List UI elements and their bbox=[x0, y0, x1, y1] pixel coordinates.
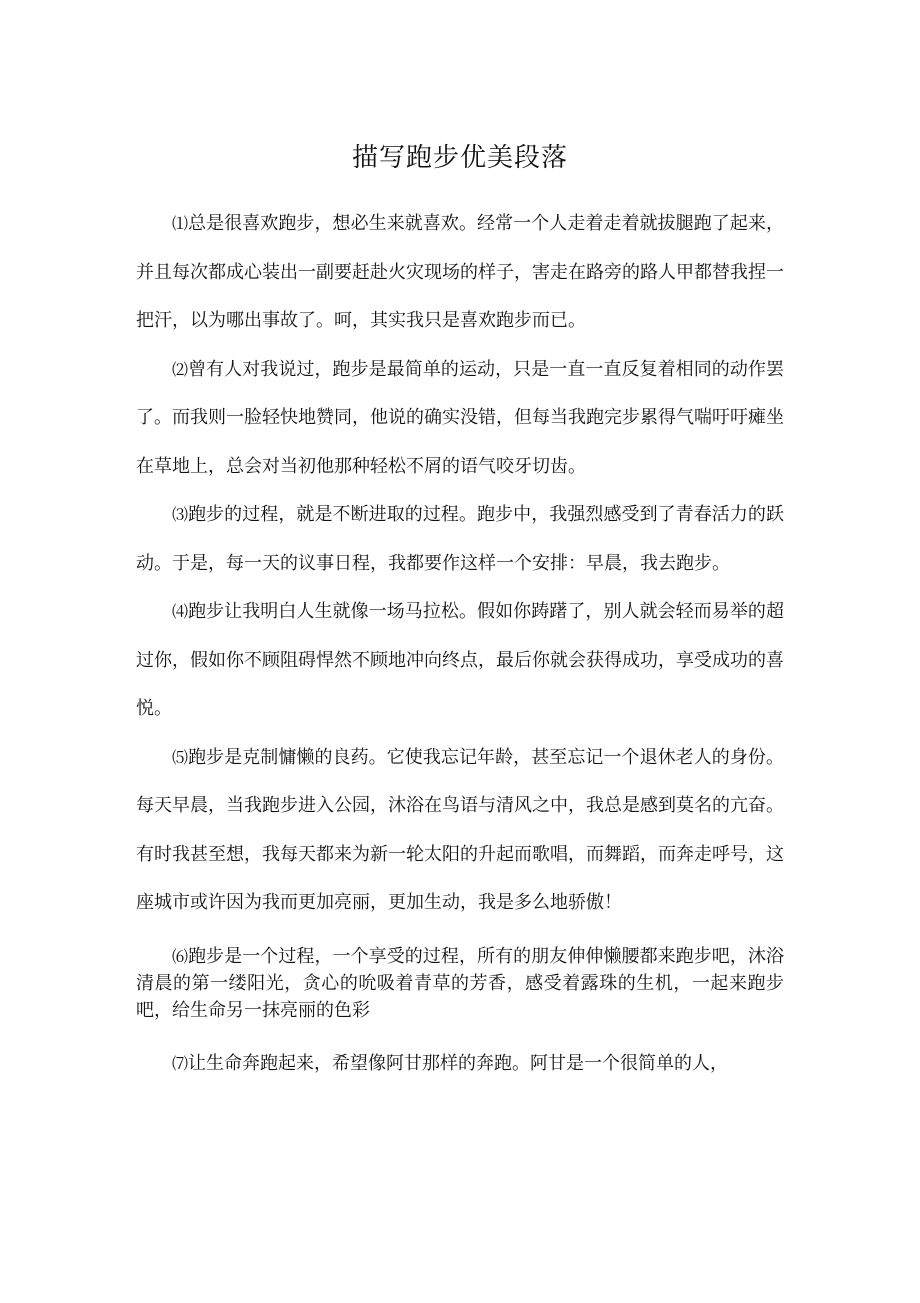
paragraph-text: 跑步让我明白人生就像一场马拉松。假如你踌躇了，别人就会轻而易举的超过你，假如你不顾阻碍悍然不顾地冲向终点，最后你就会获得成功，享受成功的喜悦。 bbox=[136, 601, 784, 719]
paragraph-4 bbox=[136, 588, 784, 734]
paragraph-text: 跑步的过程，就是不断进取的过程。跑步中，我强烈感受到了青春活力的跃动。于是，每一天的议事日程，我都要作这样一个安排：早晨，我去跑步。 bbox=[136, 504, 784, 574]
document-title: 描写跑步优美段落 bbox=[351, 143, 568, 173]
paragraph-text: 跑步是克制慵懒的良药。它使我忘记年龄，甚至忘记一个退休老人的身份。每天早晨，当我跑步进入公园，沐浴在鸟语与清风之中，我总是感到莫名的亢奋。有时我甚至想，我每天都来为新一轮太阳的升起而歌唱，而舞蹈，而奔走呼号，这座城市或许因为我而更加亮丽，更加生动，我是多么地骄傲！ bbox=[136, 746, 784, 913]
paragraph-3 bbox=[136, 491, 784, 588]
paragraph-text: 跑步是一个过程，一个享受的过程，所有的朋友伸伸懒腰都来跑步吧，沐浴清晨的第一缕阳光，贪心的吮吸着青草的芳香，感受着露珠的生机，一起来跑步吧，给生命另一抹亮丽的色彩 bbox=[136, 945, 784, 1021]
paragraph-6 bbox=[136, 943, 784, 1024]
paragraph-7 bbox=[136, 1040, 784, 1089]
paragraph-1 bbox=[136, 200, 784, 346]
paragraph-marker: ⑺ bbox=[172, 1053, 189, 1073]
paragraph-marker: ⑷ bbox=[172, 602, 189, 621]
paragraph-5 bbox=[136, 734, 784, 928]
paragraph-marker: ⑴ bbox=[172, 214, 189, 233]
paragraph-marker: ⑹ bbox=[172, 946, 189, 966]
paragraph-marker: ⑵ bbox=[172, 359, 189, 379]
paragraph-text: 曾有人对我说过，跑步是最简单的运动，只是一直一直反复着相同的动作罢了。而我则一脸轻快地赞同，他说的确实没错，但每当我跑完步累得气喘吁吁瘫坐在草地上，总会对当初他那种轻松不屑的语气咬牙切齿。 bbox=[136, 358, 784, 477]
paragraph-marker: ⑶ bbox=[172, 505, 189, 524]
paragraph-2 bbox=[136, 346, 784, 492]
document-body bbox=[136, 200, 784, 1088]
paragraph-text: 总是很喜欢跑步，想必生来就喜欢。经常一个人走着走着就拔腿跑了起来，并且每次都成心装出一副要赶赴火灾现场的样子，害走在路旁的路人甲都替我捏一把汗，以为哪出事故了。呵，其实我只是喜欢跑步而已。 bbox=[136, 213, 784, 331]
paragraph-marker: ⑸ bbox=[172, 747, 189, 767]
paragraph-text: 让生命奔跑起来，希望像阿甘那样的奔跑。阿甘是一个很简单的人， bbox=[188, 1052, 729, 1074]
